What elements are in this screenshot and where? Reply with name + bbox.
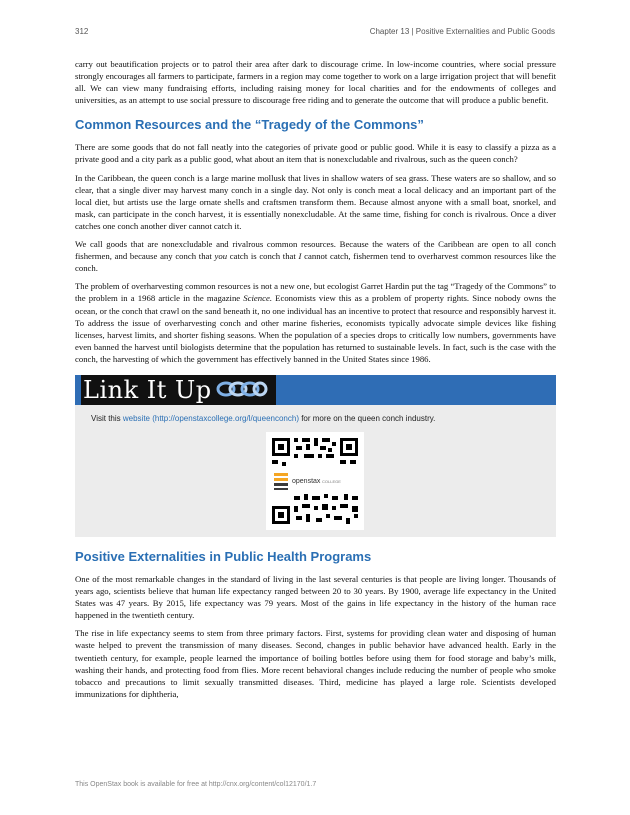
link-banner xyxy=(75,375,556,405)
openstax-logo-text: openstax xyxy=(292,477,321,485)
page-footer: This OpenStax book is available for free at http://cnx.org/content/col12170/1.7 xyxy=(75,781,317,788)
section-heading-common-resources: Common Resources and the “Tragedy of the Commons” xyxy=(75,117,424,133)
link-it-up-box xyxy=(75,375,556,537)
page-number: 312 xyxy=(75,27,89,36)
paragraph: The rise in life expectancy seems to stem from three primary factors. First, systems for providing clean water and disposing of human waste helped to prevent the transmission of many diseases. Second, changes in public behavior have advanced health. Early in the twentieth century, for example, people learned the importance of boiling bottles before using them for food storage and baby’s milk, washing their hands, and protecting food from flies. More recent behavioral changes include reducing the number of people who smoke tobacco and precautions to limit sexually transmitted diseases. Third, medicine has played a large role. Scientists developed immunizations for diphtheria, xyxy=(75,628,556,699)
chain-link-icon xyxy=(216,376,268,404)
paragraph: We call goods that are nonexcludable and rivalrous common resources. Because the waters of the Caribbean are open to all conch fishermen, and because any conch that you catch is conch that I cannot catch, fishermen tend to overharvest common resources like the conch. xyxy=(75,239,557,274)
queen-conch-link[interactable]: website (http://openstaxcollege.org/l/queenconch) xyxy=(122,413,299,423)
paragraph: There are some goods that do not fall neatly into the categories of private good or public good. While it is easy to classify a pizza as a private good and a city park as a public good, what about an item that is nonexcludable and rivalrous, such as the queen conch? xyxy=(75,142,556,165)
qr-code xyxy=(266,432,364,530)
chapter-title: Chapter 13 | Positive Externalities and Public Goods xyxy=(369,27,555,36)
link-it-up-title: Link It Up xyxy=(81,375,276,405)
intro-paragraph: carry out beautification projects or to patrol their area after dark to discourage crime. In low-income countries, where social pressure strongly encourages all farmers to participate, farmers in a region may come together to work on a large irrigation project that will benefit all. We can view many fundraising efforts, including raising money for local charities and for the endowments of colleges and universities, as an attempt to use social pressure to discourage free riding and to generate the outcome that will produce a public benefit. xyxy=(75,59,556,106)
link-body xyxy=(75,405,556,537)
page-content xyxy=(75,58,556,706)
paragraph: The problem of overharvesting common resources is not a new one, but ecologist Garret Hardin put the tag “Tragedy of the Commons” to the problem in a 1968 article in the magazine Science. Economists view this as a problem of property rights. Since nobody owns the ocean, or the conch that crawl on the sand beneath it, no one individual has an incentive to protect that resource and responsibly harvest it. To address the issue of overharvesting conch and other marine fisheries, economists typically advocate simple devices like fishing licenses, harvest limits, and shorter fishing seasons. When the population of a species drops to critically low numbers, governments have even banned the harvest until biologists determine that the population has returned to sustainable levels. In fact, such is the case with the conch, the harvesting of which the government has effectively banned in the United States since 1986. xyxy=(75,281,556,364)
section-heading-public-health: Positive Externalities in Public Health Programs xyxy=(75,548,372,564)
visit-text: Visit this website (http://openstaxcollege.org/l/queenconch) for more on the queen conch industry. xyxy=(91,413,436,423)
paragraph: In the Caribbean, the queen conch is a large marine mollusk that lives in shallow waters of sea grass. These waters are so shallow, and so clear, that a single diver may harvest many conch in a single day. Not only is conch meat a local delicacy and an important part of the local diet, but artists use the large ornate shells and craftsmen transform them. Because almost anyone with a small boat, snorkel, and mask, can participate in the conch harvest, it is essentially nonexcludable. At the same time, fishing for conch is rivalrous. Once a diver catches one conch another diver cannot catch it. xyxy=(75,172,556,231)
svg-text:COLLEGE: COLLEGE xyxy=(322,478,341,484)
paragraph: One of the most remarkable changes in the standard of living in the last several centuries is that people are living longer. Thousands of years ago, scientists believe that human life expectancy ranged between 20 to 30 years. By 1900, average life expectancy in the United States was 47 years. By 2015, life expectancy was 79 years. Most of the gains in life expectancy in the history of the human race happened in the twentieth century. xyxy=(75,573,556,621)
